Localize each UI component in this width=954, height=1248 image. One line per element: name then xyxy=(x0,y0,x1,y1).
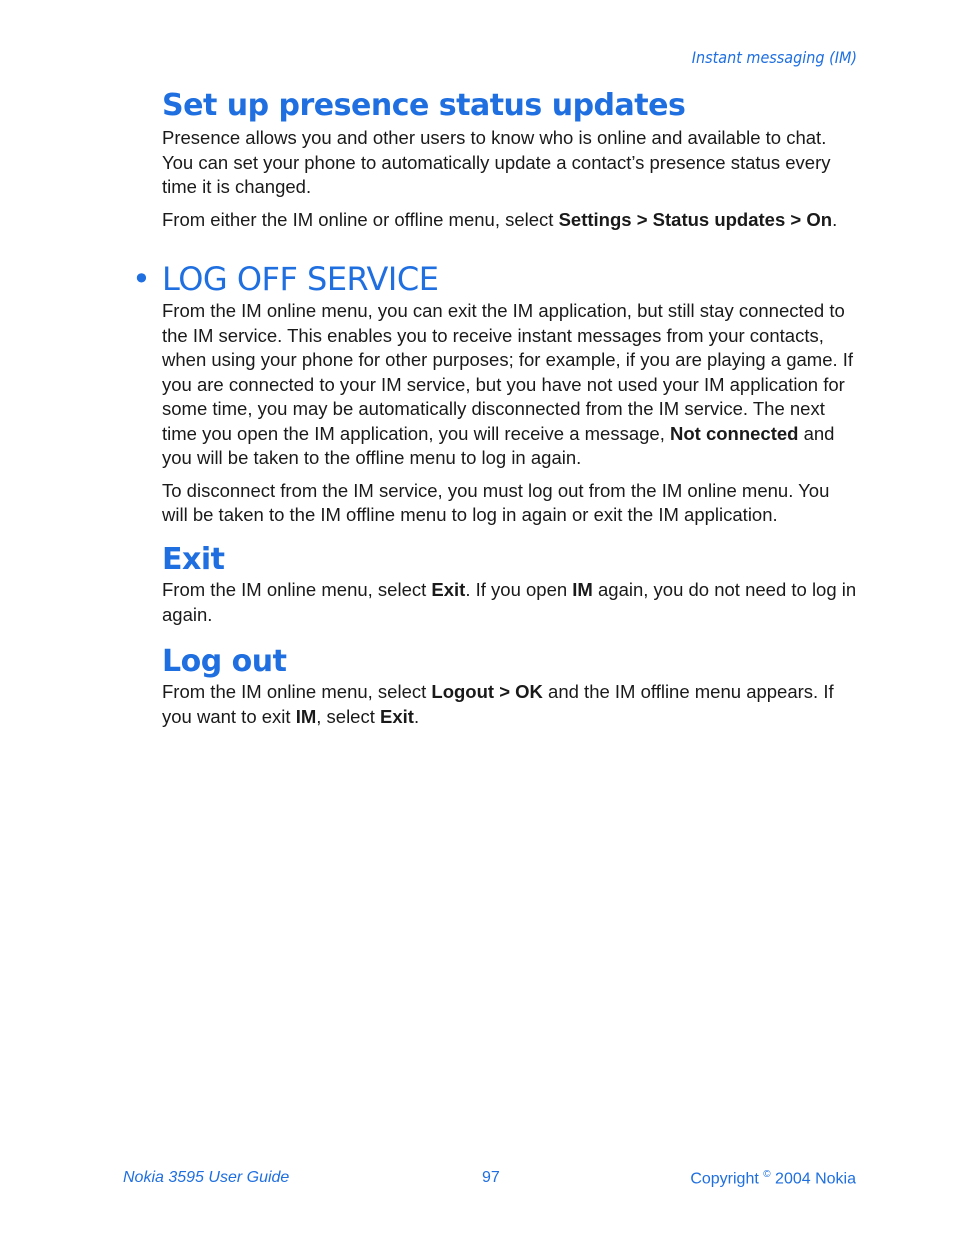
menu-item-im: IM xyxy=(295,705,317,727)
menu-path-settings: Settings xyxy=(558,208,632,230)
section-exit xyxy=(162,543,858,627)
menu-item-exit: Exit xyxy=(431,579,466,600)
paragraph-log-off-intro: From the IM online menu, you can exit the IM application, but still stay connected to the IM service. This enables you to receive instant messages from your contacts, when using your phone for other purposes; for example, if you are playing a game. If you are connected to your IM service, but you have not used your IM application for some time, you may be automatically disconnected from the IM service. The next time you open the IM application, you will receive a message, Not connected and you will be taken to the offline menu to log in again. xyxy=(162,300,854,469)
running-header: Instant messaging (IM) xyxy=(691,48,857,67)
section-presence xyxy=(162,89,858,232)
footer-guide-title: Nokia 3595 User Guide xyxy=(123,1169,290,1186)
heading-exit: Exit xyxy=(162,542,225,577)
menu-item-logout: Logout xyxy=(431,681,495,702)
status-not-connected: Not connected xyxy=(669,422,799,444)
section-log-off-service xyxy=(132,260,858,528)
paragraph-log-out: From the IM online menu, select Logout > OK and the IM offline menu appears. If you want to exit IM, select Exit. xyxy=(162,681,834,727)
heading-presence: Set up presence status updates xyxy=(162,88,686,123)
heading-log-off-service: • LOG OFF SERVICE xyxy=(132,260,439,298)
menu-item-exit: Exit xyxy=(380,705,414,727)
copyright-symbol: © xyxy=(763,1169,771,1180)
paragraph-presence-intro: Presence allows you and other users to know who is online and available to chat. You can set your phone to automatically update a contact’s presence status every time it is changed. xyxy=(162,127,831,197)
section-log-out xyxy=(162,645,858,729)
paragraph-presence-steps: From either the IM online or offline menu, select Settings > Status updates > On. xyxy=(162,208,838,230)
paragraph-log-off-disconnect: To disconnect from the IM service, you must log out from the IM online menu. You will be taken to the IM offline menu to log in again or exit the IM application. xyxy=(162,479,830,526)
menu-path-on: On xyxy=(806,208,833,230)
menu-path-status-updates: Status updates xyxy=(652,208,786,230)
heading-log-out: Log out xyxy=(162,644,287,679)
footer-copyright: Copyright © 2004 Nokia xyxy=(690,1169,856,1188)
paragraph-exit: From the IM online menu, select Exit. If you open IM again, you do not need to log in again. xyxy=(162,579,857,625)
bullet-icon: • xyxy=(132,260,151,298)
footer-page-number: 97 xyxy=(482,1169,500,1186)
menu-item-im: IM xyxy=(572,579,593,600)
menu-item-ok: OK xyxy=(515,681,543,702)
